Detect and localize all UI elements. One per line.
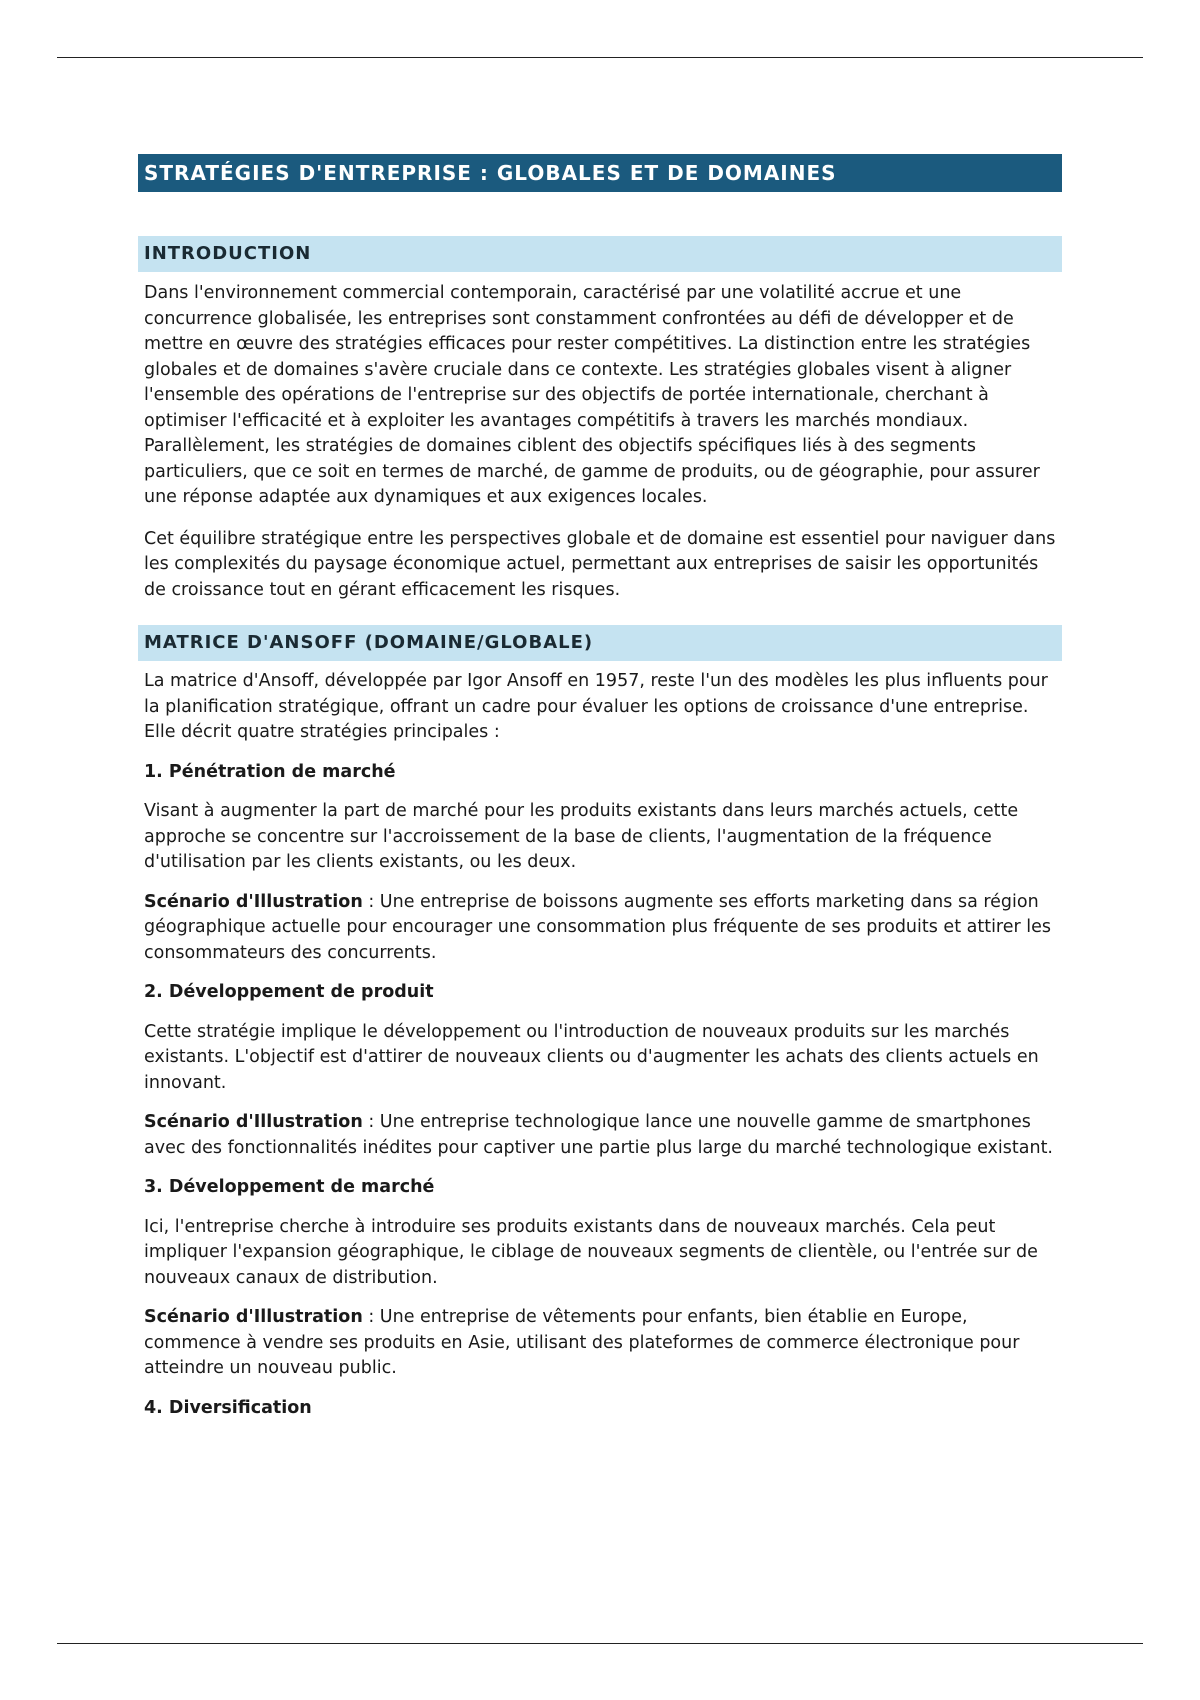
scenario-text: : Une entreprise de boissons augmente ses efforts marketing dans sa région géographique actuelle pour encourager une consommation plus fréquente de ses produits et attirer les consommateurs des concurrents.: [144, 891, 1052, 963]
scenario-label: Scénario d'Illustration: [144, 1112, 363, 1132]
strategy-title: 3. Développement de marché: [144, 1177, 435, 1197]
strategy-title: 2. Développement de produit: [144, 982, 434, 1002]
strategy-product-development: [144, 980, 1056, 1161]
document-title: STRATÉGIES D'ENTREPRISE : GLOBALES ET DE DOMAINES: [138, 154, 1062, 192]
footer-rule: [57, 1643, 1143, 1644]
scenario-label: Scénario d'Illustration: [144, 1307, 363, 1327]
strategy-scenario: [144, 1305, 1056, 1382]
introduction-paragraph: Dans l'environnement commercial contemporain, caractérisé par une volatilité accrue et une concurrence globalisée, les entreprises sont constamment confrontées au défi de développer et de mettre en œuvre des stratégies efficaces pour rester compétitives. La distinction entre les stratégies globales et de domaines s'avère cruciale dans ce contexte. Les stratégies globales visent à aligner l'ensemble des opérations de l'entreprise sur des objectifs de portée internationale, cherchant à optimiser l'efficacité et à exploiter les avantages compétitifs à travers les marchés mondiaux. Parallèlement, les stratégies de domaines ciblent des objectifs spécifiques liés à des segments particuliers, que ce soit en termes de marché, de gamme de produits, ou de géographie, pour assurer une réponse adaptée aux dynamiques et aux exigences locales.: [144, 283, 1040, 507]
scenario-text: : Une entreprise de vêtements pour enfants, bien établie en Europe, commence à vendre ses produits en Asie, utilisant des plateformes de commerce électronique pour atteindre un nouveau public.: [144, 1307, 1020, 1378]
scenario-label: Scénario d'Illustration: [144, 891, 363, 912]
ansoff-section: [138, 669, 1062, 1421]
section-heading-introduction: INTRODUCTION: [138, 236, 1062, 272]
strategy-diversification: [144, 1396, 1056, 1422]
ansoff-intro-paragraph: La matrice d'Ansoff, développée par Igor Ansoff en 1957, reste l'un des modèles les plus influents pour la planification stratégique, offrant un cadre pour évaluer les options de croissance d'une entreprise. Elle décrit quatre stratégies principales :: [144, 671, 1048, 742]
strategy-market-development: [144, 1175, 1056, 1382]
document-body: [138, 154, 1062, 1421]
scenario-text: : Une entreprise technologique lance une nouvelle gamme de smartphones avec des fonctionnalités inédites pour captiver une partie plus large du marché technologique existant.: [144, 1112, 1053, 1158]
header-rule: [57, 57, 1143, 58]
strategy-market-penetration: [144, 760, 1056, 967]
strategy-scenario: [144, 1110, 1056, 1161]
introduction-paragraph: Cet équilibre stratégique entre les perspectives globale et de domaine est essentiel pour naviguer dans les complexités du paysage économique actuel, permettant aux entreprises de saisir les opportunités de croissance tout en gérant efficacement les risques.: [144, 528, 1056, 600]
strategy-description: Cette stratégie implique le développement ou l'introduction de nouveaux produits sur les marchés existants. L'objectif est d'attirer de nouveaux clients ou d'augmenter les achats des clients actuels en innovant.: [144, 1021, 1039, 1093]
strategy-scenario: [144, 890, 1056, 967]
strategy-description: Ici, l'entreprise cherche à introduire ses produits existants dans de nouveaux marchés. Cela peut impliquer l'expansion géographique, le ciblage de nouveaux segments de clientèle, ou l'entrée sur de nouveaux canaux de distribution.: [144, 1216, 1038, 1288]
introduction-section: [138, 281, 1062, 603]
strategy-description: Visant à augmenter la part de marché pour les produits existants dans leurs marchés actuels, cette approche se concentre sur l'accroissement de la base de clients, l'augmentation de la fréquence d'utilisation par les clients existants, ou les deux.: [144, 801, 1019, 872]
strategy-title: 4. Diversification: [144, 1397, 312, 1418]
section-heading-ansoff-matrix: MATRICE D'ANSOFF (DOMAINE/GLOBALE): [138, 625, 1062, 661]
strategy-title: 1. Pénétration de marché: [144, 761, 396, 782]
